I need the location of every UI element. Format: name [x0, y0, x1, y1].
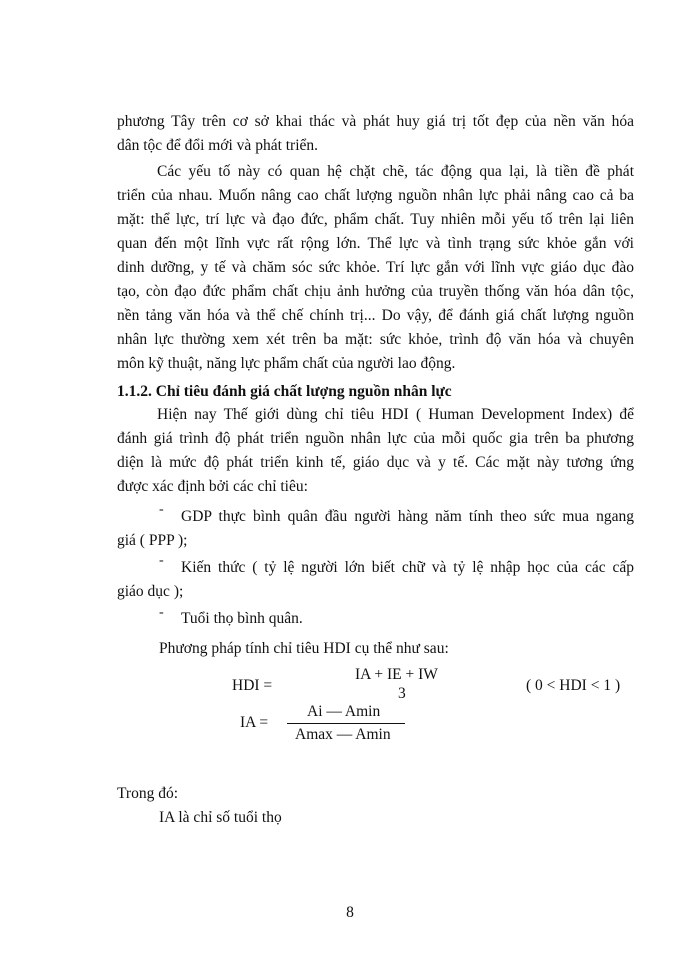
paragraph-2-line-3: mặt: thể lực, trí lực và đạo đức, phẩm chất. Tuy nhiên mỗi yếu tố trên lại liên — [117, 211, 634, 228]
paragraph-2-line-6: tạo, còn đạo đức phẩm chất chịu ảnh hưởng của truyền thống văn hóa dân tộc, — [117, 283, 634, 300]
bullet-3-line-1: Tuổi thọ bình quân. — [181, 610, 303, 627]
bullet-mark: - — [159, 553, 164, 568]
hdi-numerator: IA + IE + IW — [355, 666, 438, 683]
bullet-2-line-1: Kiến thức ( tỷ lệ người lớn biết chữ và tỷ lệ nhập học của các cấp — [181, 559, 634, 576]
paragraph-1-line-2: dân tộc để đổi mới và phát triển. — [117, 137, 319, 154]
where-line-1: IA là chỉ số tuổi thọ — [159, 809, 282, 826]
ia-numerator: Ai — Amin — [307, 703, 381, 720]
paragraph-1-line-1: phương Tây trên cơ sở khai thác và phát huy giá trị tốt đẹp của nền văn hóa — [117, 113, 634, 130]
paragraph-3-line-3: diện là mức độ phát triển kinh tế, giáo dục và y tế. Các mặt này tương ứng — [117, 454, 634, 471]
paragraph-2-line-9: môn kỹ thuật, năng lực phẩm chất của người lao động. — [117, 355, 456, 372]
paragraph-2-line-1: Các yếu tố này có quan hệ chặt chẽ, tác động qua lại, là tiền đề phát — [157, 163, 634, 180]
paragraph-3-line-2: đánh giá trình độ phát triển nguồn nhân lực của mỗi quốc gia trên ba phương — [117, 430, 634, 447]
bullet-1-line-2: giá ( PPP ); — [117, 532, 188, 549]
paragraph-2-line-4: quan đến một lĩnh vực rất rộng lớn. Thể lực và tình trạng sức khỏe gắn với — [117, 235, 634, 252]
ia-fraction-bar — [287, 723, 405, 724]
page-number: 8 — [346, 904, 354, 921]
paragraph-3-line-1: Hiện nay Thế giới dùng chỉ tiêu HDI ( Human Development Index) để — [157, 406, 634, 423]
paragraph-3-line-4: được xác định bởi các chỉ tiêu: — [117, 478, 308, 495]
method-line: Phương pháp tính chỉ tiêu HDI cụ thể như sau: — [159, 640, 449, 657]
paragraph-2-line-7: nền tảng văn hóa và thể chế chính trị... Do vậy, để đánh giá chất lượng nguồn — [117, 307, 634, 324]
hdi-denominator: 3 — [398, 685, 406, 702]
paragraph-2-line-5: dinh dưỡng, y tế và chăm sóc sức khỏe. Trí lực gắn với lĩnh vực giáo dục đào — [117, 259, 634, 276]
ia-denominator: Amax — Amin — [295, 726, 391, 743]
bullet-2-line-2: giáo dục ); — [117, 583, 184, 600]
paragraph-2-line-8: nhân lực thường xem xét trên ba mặt: sức khỏe, trình độ văn hóa và chuyên — [117, 331, 634, 348]
bullet-mark: - — [159, 605, 164, 620]
ia-lhs: IA = — [240, 714, 269, 731]
where-label: Trong đó: — [117, 785, 179, 802]
hdi-condition: ( 0 < HDI < 1 ) — [526, 677, 621, 694]
section-heading: 1.1.2. Chỉ tiêu đánh giá chất lượng nguồn nhân lực — [117, 383, 452, 400]
paragraph-2-line-2: triển của nhau. Muốn nâng cao chất lượng nguồn nhân lực phải nâng cao cả ba — [117, 187, 634, 204]
bullet-1-line-1: GDP thực bình quân đầu người hàng năm tính theo sức mua ngang — [181, 508, 634, 525]
bullet-mark: - — [159, 502, 164, 517]
hdi-lhs: HDI = — [232, 677, 273, 694]
